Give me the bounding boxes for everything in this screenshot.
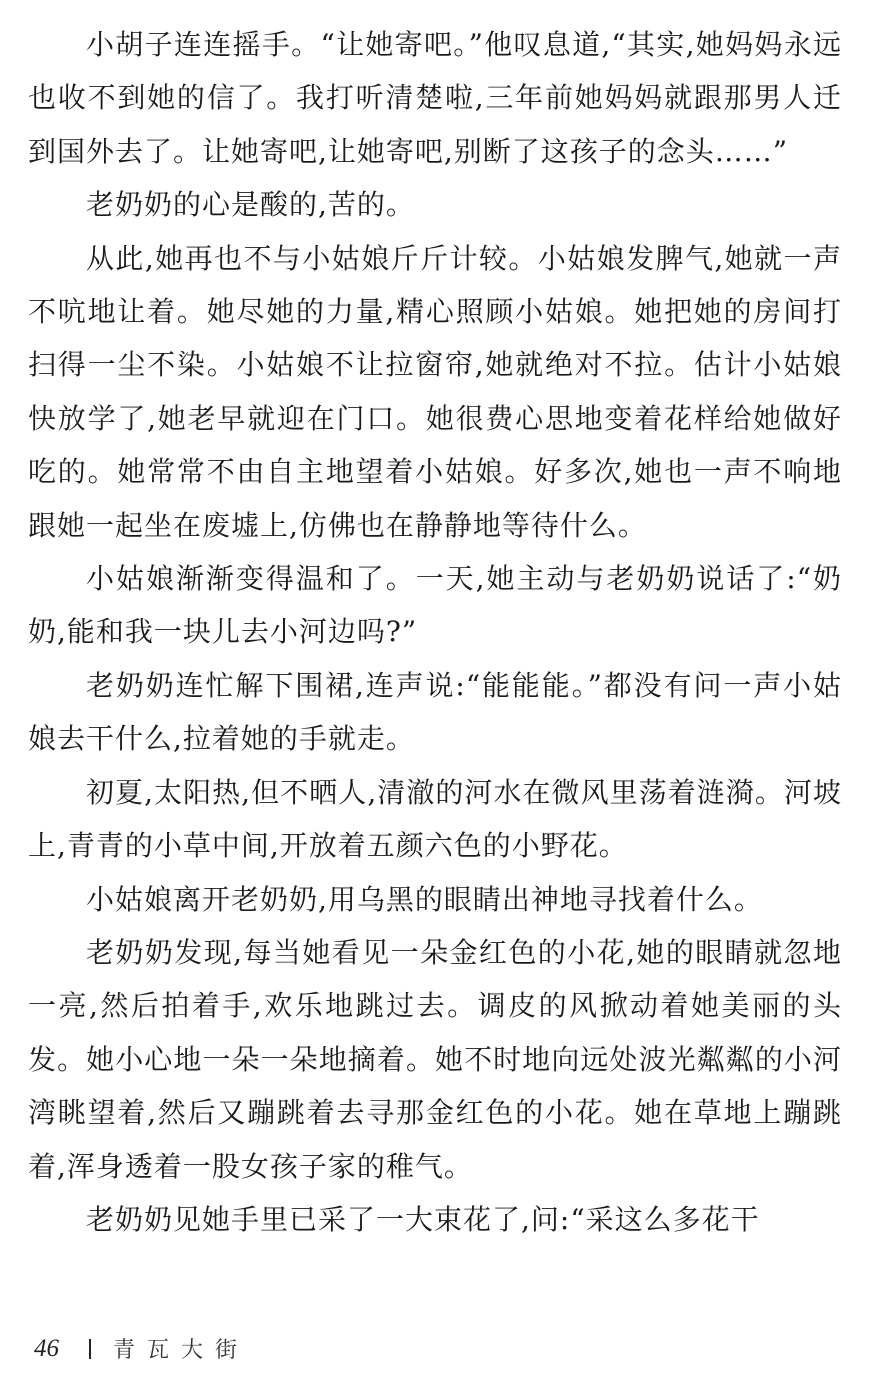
paragraph: 老奶奶发现,每当她看见一朵金红色的小花,她的眼睛就忽地一亮,然后拍着手,欢乐地跳过去。调皮的风掀动着她美丽的头发。她小心地一朵一朵地摘着。她不时地向远处波光粼粼的小河湾眺望着,然后又蹦跳着去寻那金红色的小花。她在草地上蹦跳着,浑身透着一股女孩子家的稚气。 <box>28 935 842 1183</box>
paragraph: 小胡子连连摇手。“让她寄吧。”他叹息道,“其实,她妈妈永远也收不到她的信了。我打听清楚啦,三年前她妈妈就跟那男人迁到国外去了。让她寄吧,让她寄吧,别断了这孩子的念头……” <box>28 28 842 168</box>
paragraph: 小姑娘离开老奶奶,用乌黑的眼睛出神地寻找着什么。 <box>86 882 763 916</box>
paragraph: 初夏,太阳热,但不晒人,清澈的河水在微风里荡着涟漪。河坡上,青青的小草中间,开放着五颜六色的小野花。 <box>28 775 842 863</box>
page-footer <box>34 1333 249 1364</box>
book-title: 青瓦大街 <box>113 1338 250 1363</box>
paragraph: 老奶奶连忙解下围裙,连声说:“能能能。”都没有问一声小姑娘去干什么,拉着她的手就走。 <box>28 668 842 756</box>
paragraph: 小姑娘渐渐变得温和了。一天,她主动与老奶奶说话了:“奶奶,能和我一块儿去小河边吗?” <box>28 562 842 649</box>
page-number: 46 <box>34 1334 59 1362</box>
paragraph: 老奶奶见她手里已采了一大束花了,问:“采这么多花干 <box>86 1202 760 1236</box>
paragraph: 从此,她再也不与小姑娘斤斤计较。小姑娘发脾气,她就一声不吭地让着。她尽她的力量,精心照顾小姑娘。她把她的房间打扫得一尘不染。小姑娘不让拉窗帘,她就绝对不拉。估计小姑娘快放学了,她老早就迎在门口。她很费心思地变着花样给她做好吃的。她常常不由自主地望着小姑娘。好多次,她也一声不响地跟她一起坐在废墟上,仿佛也在静静地等待什么。 <box>28 241 842 542</box>
paragraph: 老奶奶的心是酸的,苦的。 <box>86 188 415 222</box>
page-body <box>28 18 842 1246</box>
footer-divider <box>89 1339 91 1359</box>
